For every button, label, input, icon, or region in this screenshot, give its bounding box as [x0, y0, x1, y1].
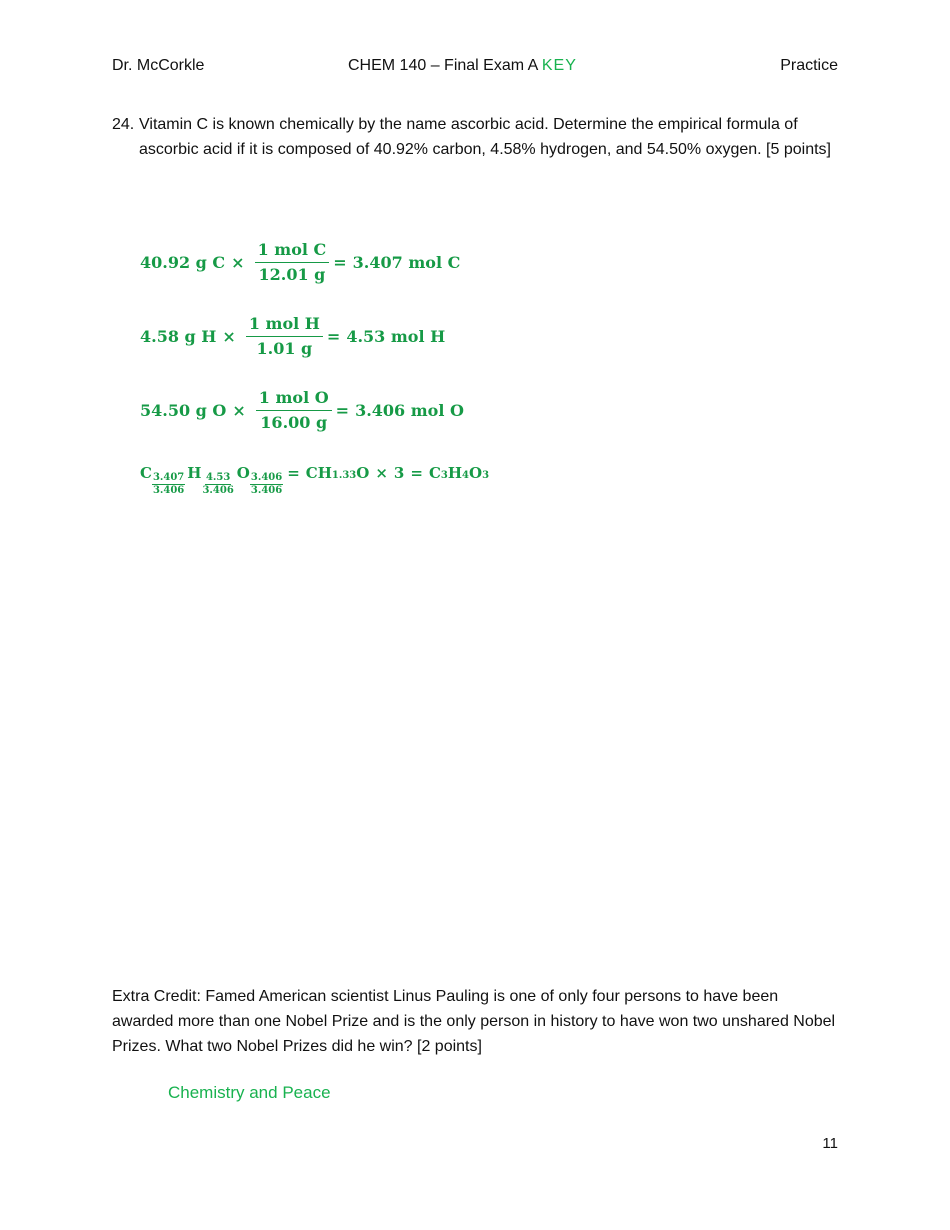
- hydrogen-subscript-fraction: [201, 472, 234, 497]
- given-mass: 4.58 g H: [140, 327, 217, 346]
- hydrogen-symbol: H: [187, 464, 202, 482]
- oxygen-symbol: O: [236, 464, 250, 482]
- question-number: 24.: [112, 116, 135, 133]
- fraction-numerator: 1 mol C: [255, 240, 330, 263]
- times-sign: ×: [232, 401, 246, 420]
- conversion-fraction: [256, 388, 332, 433]
- mol-result: 3.407 mol C: [352, 253, 461, 272]
- page-number: 11: [822, 1135, 838, 1152]
- mol-result: 3.406 mol O: [355, 401, 464, 420]
- fraction-numerator: 1 mol H: [246, 314, 323, 337]
- hydrogen-sub-num: 4.53: [205, 472, 231, 483]
- ch-symbol: CH: [305, 464, 332, 482]
- carbon-sub-den: 3.406: [152, 485, 185, 496]
- hydrogen-conversion: [140, 314, 445, 359]
- fraction-denominator: 12.01 g: [258, 265, 326, 284]
- final-c: C: [428, 464, 441, 482]
- given-mass: 54.50 g O: [140, 401, 227, 420]
- final-h-sub: 4: [462, 470, 470, 481]
- oxygen-subscript-fraction: [250, 472, 283, 497]
- final-o: O: [469, 464, 483, 482]
- hydrogen-ratio: [187, 464, 237, 497]
- header-practice: Practice: [780, 57, 838, 74]
- header-instructor: Dr. McCorkle: [112, 57, 205, 74]
- equals-sign: =: [335, 401, 350, 420]
- formula-result: [287, 464, 489, 482]
- oxygen-conversion: [140, 388, 464, 433]
- extra-credit-question: Extra Credit: Famed American scientist Linus Pauling is one of only four persons to have been awarded more than one Nobel Prize and is the only person in history to have won two unshared Nobel Prizes. What two Nobel Prizes did he win? [2 points]: [112, 988, 836, 1055]
- carbon-sub-num: 3.407: [152, 472, 185, 483]
- equals-sign: =: [333, 253, 347, 272]
- carbon-ratio: [140, 464, 187, 497]
- final-c-sub: 3: [440, 470, 448, 481]
- question-24: [112, 112, 842, 162]
- conversion-fraction: [246, 314, 323, 359]
- oxygen-sub-den: 3.406: [250, 485, 283, 496]
- final-h: H: [447, 464, 463, 482]
- oxygen-sub-num: 3.406: [250, 472, 283, 483]
- times-sign: ×: [222, 327, 236, 346]
- multiplier: 3: [393, 464, 405, 482]
- o-symbol: O: [356, 464, 370, 482]
- carbon-subscript-fraction: [152, 472, 185, 497]
- times-sign: ×: [375, 464, 388, 482]
- hydrogen-sub-den: 3.406: [202, 485, 234, 496]
- empirical-formula-derivation: [140, 464, 489, 497]
- conversion-fraction: [255, 240, 330, 285]
- question-text: Vitamin C is known chemically by the name ascorbic acid. Determine the empirical formula of ascorbic acid if it is composed of 40.92% carbon, 4.58% hydrogen, and 54.50% oxygen. [5 points]: [139, 116, 831, 158]
- times-sign: ×: [231, 253, 245, 272]
- mol-result: 4.53 mol H: [346, 327, 446, 346]
- carbon-symbol: C: [140, 464, 152, 482]
- equals-sign: =: [326, 327, 341, 346]
- fraction-denominator: 16.00 g: [260, 413, 328, 432]
- equals-sign: =: [287, 464, 300, 482]
- extra-credit-answer: Chemistry and Peace: [168, 1083, 331, 1102]
- equals-sign: =: [410, 464, 423, 482]
- carbon-conversion: [140, 240, 460, 285]
- given-mass: 40.92 g C: [140, 253, 226, 272]
- ch-subscript: 1.33: [331, 470, 357, 481]
- header-title: [348, 56, 577, 76]
- fraction-denominator: 1.01 g: [256, 339, 313, 358]
- oxygen-ratio: [237, 464, 285, 497]
- final-o-sub: 3: [482, 470, 490, 481]
- fraction-numerator: 1 mol O: [256, 388, 332, 411]
- answer-key-label: KEY: [541, 57, 577, 74]
- header-title-text: CHEM 140 – Final Exam A: [348, 57, 538, 74]
